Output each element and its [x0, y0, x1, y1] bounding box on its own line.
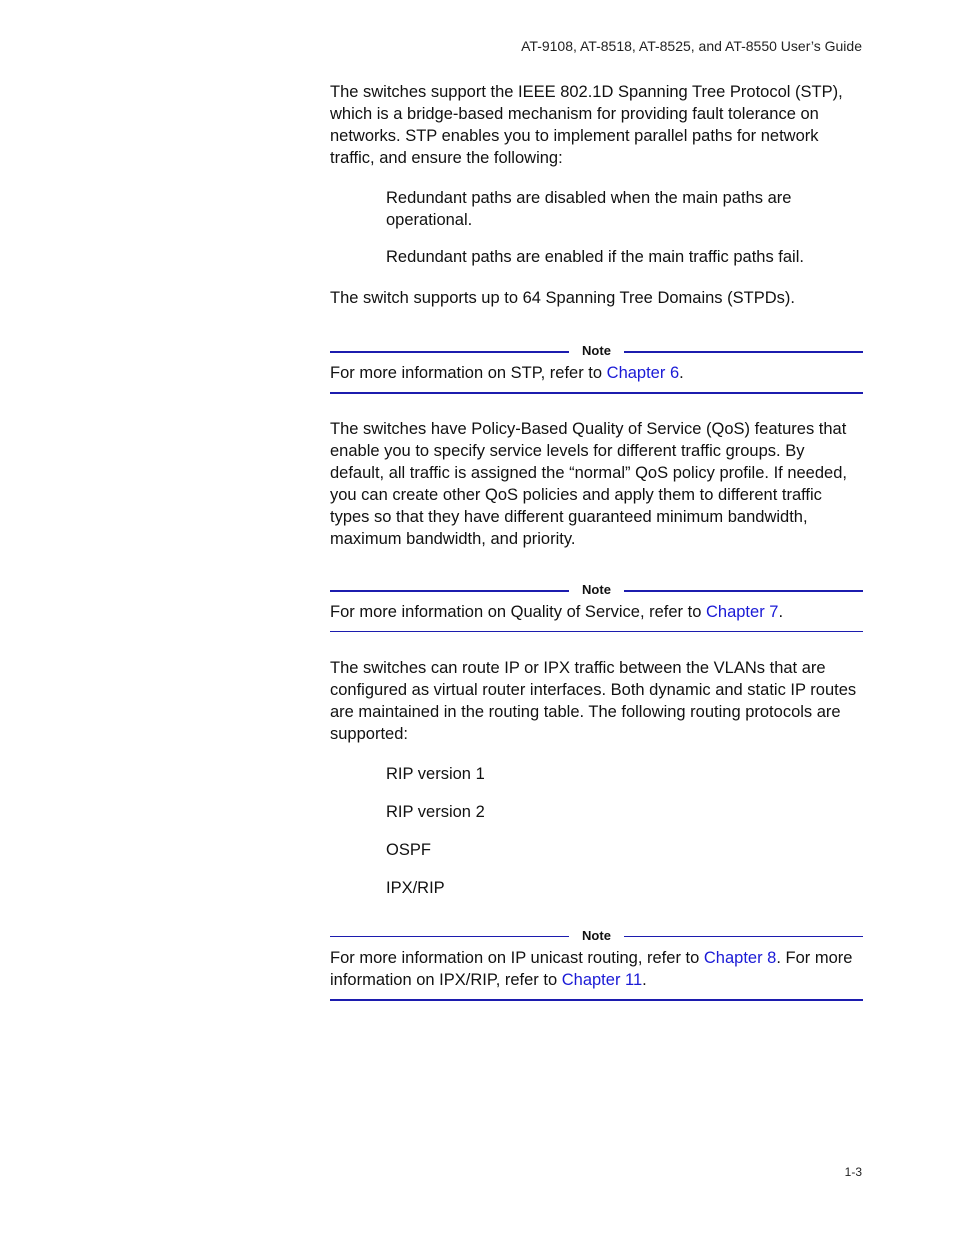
note-rule-right	[624, 936, 863, 937]
note-rule-bottom	[330, 392, 863, 394]
chapter-11-link[interactable]: Chapter 11	[561, 971, 643, 989]
note-header	[330, 582, 863, 598]
list-item: IPX/RIP	[386, 879, 445, 897]
note-header	[330, 928, 863, 944]
stp-intro-section	[330, 81, 863, 169]
routing-section	[330, 657, 863, 745]
page-number: 1-3	[844, 1165, 862, 1179]
note-qos	[330, 582, 863, 632]
stp-bullet-list	[386, 187, 866, 268]
note-text	[330, 601, 863, 623]
note-stp	[330, 343, 863, 394]
list-item: Redundant paths are disabled when the main paths are operational.	[386, 189, 792, 229]
qos-section	[330, 418, 863, 550]
note-text-end: .	[642, 971, 647, 989]
chapter-8-link[interactable]: Chapter 8	[703, 949, 777, 967]
note-text-part: For more information on IP unicast routing, refer to	[330, 949, 704, 967]
routing-protocol-list	[386, 763, 866, 899]
note-label: Note	[582, 928, 611, 943]
list-item: OSPF	[386, 841, 431, 859]
list-item: RIP version 1	[386, 765, 485, 783]
note-rule-bottom	[330, 631, 863, 632]
note-text-part: For more information on STP, refer to	[330, 364, 607, 382]
note-label: Note	[582, 582, 611, 597]
note-header	[330, 343, 863, 359]
note-text-end: .	[679, 364, 684, 382]
list-item: RIP version 2	[386, 803, 485, 821]
stp-intro-paragraph: The switches support the IEEE 802.1D Spanning Tree Protocol (STP), which is a bridge-based mechanism for providing fault tolerance on networks. STP enables you to implement parallel paths for network traffic, and ensure the following:	[330, 83, 843, 167]
list-item: Redundant paths are enabled if the main traffic paths fail.	[386, 248, 804, 266]
note-text-end: .	[778, 603, 784, 621]
note-text-part: . For more information on IPX/RIP, refer to	[330, 949, 853, 989]
note-text	[330, 362, 863, 384]
stp-domains-paragraph: The switch supports up to 64 Spanning Tree Domains (STPDs).	[330, 289, 795, 307]
note-routing	[330, 928, 863, 1001]
qos-paragraph: The switches have Policy-Based Quality of Service (QoS) features that enable you to specify service levels for different traffic groups. By default, all traffic is assigned the “normal” QoS policy profile. If needed, you can create other QoS policies and apply them to different traffic types so that they have different guaranteed minimum bandwidth, maximum bandwidth, and priority.	[330, 420, 847, 548]
note-text	[330, 947, 863, 991]
chapter-7-link[interactable]: Chapter 7	[705, 603, 779, 621]
note-rule-bottom	[330, 999, 863, 1001]
note-text-part: For more information on Quality of Service, refer to	[330, 603, 706, 621]
stp-domains-section	[330, 287, 863, 309]
note-label: Note	[582, 343, 611, 358]
chapter-6-link[interactable]: Chapter 6	[606, 364, 680, 382]
routing-paragraph: The switches can route IP or IPX traffic between the VLANs that are configured as virtual router interfaces. Both dynamic and static IP routes are maintained in the routing table. The following routing protocols are supported:	[330, 659, 857, 743]
running-header: AT-9108, AT-8518, AT-8525, and AT-8550 User’s Guide	[521, 38, 862, 54]
note-rule-right	[624, 590, 863, 592]
note-rule-right	[624, 351, 863, 353]
